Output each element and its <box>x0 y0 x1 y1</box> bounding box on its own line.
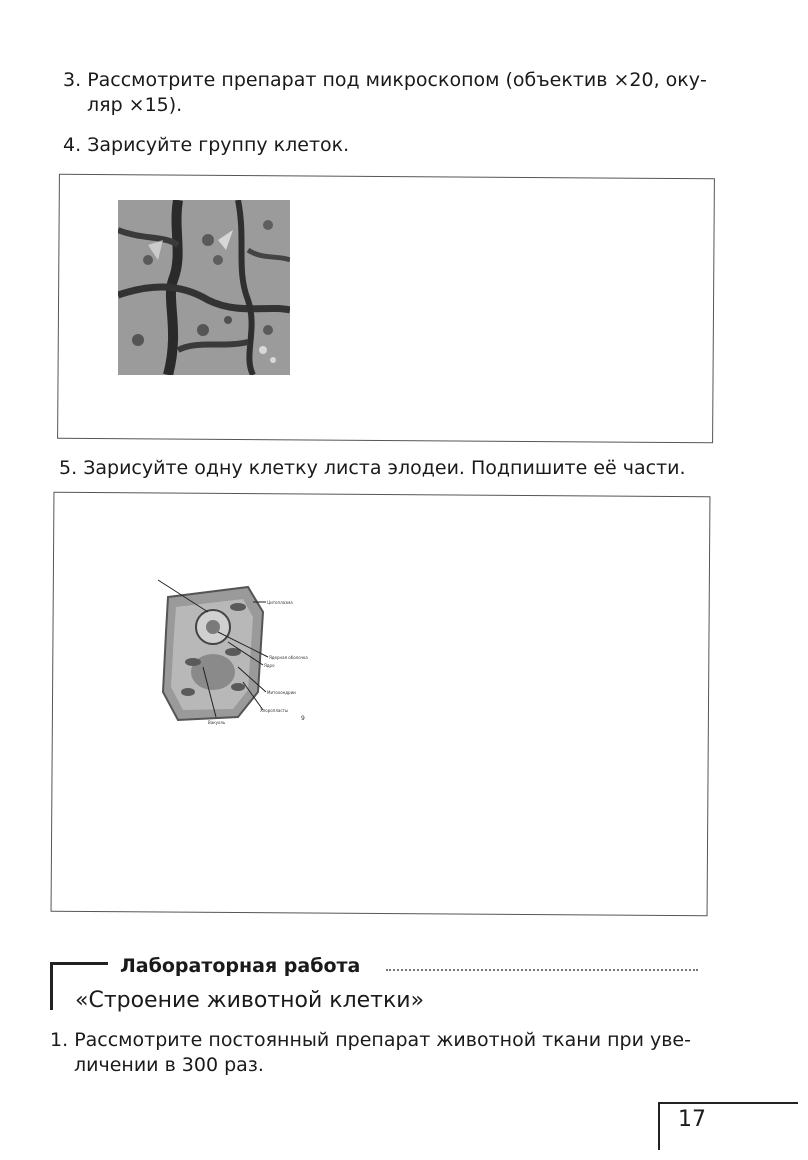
task-text-line2: ляр ×15). <box>87 94 183 116</box>
task-4 <box>63 133 763 158</box>
task-number: 5. <box>59 457 78 479</box>
lab-bracket-top <box>50 962 108 965</box>
label-nucleus: Ядро <box>264 663 275 668</box>
label-vacuole: Вакуоль <box>208 720 226 725</box>
task-text-line2: личении в 300 раз. <box>74 1054 264 1076</box>
task-3 <box>63 68 763 118</box>
plant-cell-diagram <box>138 572 328 732</box>
lab-title-rule <box>386 969 698 973</box>
task-text: Зарисуйте группу клеток. <box>87 134 350 156</box>
page-number-box-side <box>658 1102 660 1150</box>
lab-task-1 <box>50 1028 770 1078</box>
task-number: 4. <box>63 134 82 156</box>
task-text-line1: Рассмотрите препарат под микроскопом (объектив ×20, оку- <box>87 69 707 91</box>
label-mitochondria: Митохондрии <box>267 690 296 695</box>
label-cytoplasm: Цитоплазма <box>267 600 293 605</box>
figure-page-number: 9 <box>301 715 305 722</box>
label-chloroplasts: Хлоропласты <box>260 708 289 713</box>
lab-bracket-side <box>50 962 53 1010</box>
task-5 <box>59 456 779 481</box>
lab-subtitle: «Строение животной клетки» <box>75 988 425 1013</box>
elodea-micrograph <box>118 200 290 375</box>
task-text: Зарисуйте одну клетку листа элодеи. Подпишите её части. <box>83 457 686 479</box>
label-nuclear-envelope: Ядерная оболочка <box>269 655 308 660</box>
page-number-box-top <box>658 1102 798 1104</box>
lab-title: Лабораторная работа <box>120 955 361 977</box>
task-number: 3. <box>63 69 82 91</box>
page-number: 17 <box>678 1107 706 1132</box>
task-number: 1. <box>50 1029 69 1051</box>
task-text-line1: Рассмотрите постоянный препарат животной ткани при уве- <box>74 1029 691 1051</box>
